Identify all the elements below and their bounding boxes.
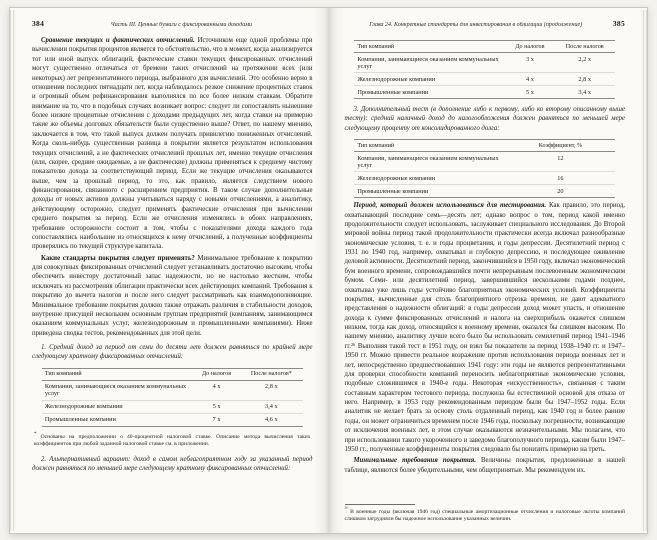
col-header-after-tax: После налогов* [240,368,303,380]
cell-company: Промышленные компании [354,185,505,198]
cell-after-tax: 2,8 х [240,380,303,400]
left-running-title: Часть III. Ценные бумаги с фиксированными доходами [110,22,253,28]
cell-after-tax: 2,8 х [554,73,615,86]
cell-company: Железнодорожные компании [354,172,505,185]
cell-company: Промышленные компании [354,86,505,99]
cell-company: Железнодорожные компании [42,400,193,413]
table-header-row [354,41,615,53]
footnote-text: Основаны на предположении о 40-процентной налоговой ставке. Описание метода вычисления таких коэффициентов при любой заданной налоговой ставке см. в приложении. [34,433,311,448]
page-right-content [329,8,648,533]
list-item-3: 3. Дополнительный тест (в дополнение либо к первому, либо ко второму описанному выше тесту): средний наличный доход до налогообложения должен равняться по меньшей мере следующему проценту от консолидированного долга: [344,106,625,132]
col-header-coefficient: Коэффициент, % [506,140,616,152]
cell-before-tax: 4 х [506,73,555,86]
cell-after-tax: 4,6 х [240,413,303,426]
section-heading-standards: Какие стандарты покрытия следует применять? [41,254,195,262]
col-header-company-type: Тип компаний [354,41,505,53]
col-header-company-type: Тип компаний [354,140,505,152]
cell-before-tax: 7 х [193,413,240,426]
poorest-year-coverage-table [354,40,615,99]
footnote-text: В военные годы (включая 1946 год) специальные амортизационные отчисления и налоговые льготы компаний слишком затрудняли бы надежное использование указанных величин. [344,508,626,523]
cell-before-tax: 5 х [506,86,555,99]
cell-company: Промышленные компании [42,413,193,426]
table-footnote-star [34,432,311,449]
table-row [354,86,615,99]
table-row [42,400,303,413]
paragraph-test-period [345,201,626,454]
table-header-row [354,140,615,152]
footnote-rule [345,504,415,505]
paragraph-minimum-requirements [345,456,626,475]
table-row [42,413,303,426]
paragraph-lead: Минимальные требования покрытия. [353,457,476,465]
list-item-2: 2. Альтернативный вариант: доход в самом неблагоприятном году за указанный период должен равняться по меньшей мере следующему кратному фиксированных отчислений: [32,455,313,473]
page-right [329,8,648,533]
table-row [354,172,615,185]
cell-company: Компании, занимающиеся оказанием коммунальных услуг [354,53,505,73]
left-page-number: 384 [32,19,45,28]
cell-after-tax: 3,4 х [240,400,303,413]
col-header-before-tax: До налогов [193,368,240,380]
cell-before-tax: 4 х [193,380,240,400]
paragraph-lead: Сравнение текущих и фактических отчислений. [41,37,195,44]
paragraph-current-vs-actual [32,36,313,252]
paragraph-text: Как правило, это период, охватывающий последние семь—десять лет; однако вопрос о том, период какой именно продолжительности следует использовать, заслуживает специального исследования. До Второй мировой войны период такой продолжительности практически всегда включал разнообразные экономические условия, т. е. и годы процветания, и годы депрессии. Десятилетний период с 1931 по 1940 год, например, охватывал и глубокую депрессию, и последующее оживление деловой активности. Десятилетний период, закончившийся в 1950 году, включал экономический бум военного времени, сопровождавшийся почти непрерывным послевоенным экономическим бумом. Семи- или десятилетний период, завершившийся несколькими годами позднее, охватывал уже лишь годы устойчиво благоприятных экономических условий. Коэффициенты покрытия, вычисленные для столь благоприятного отрезка времени, не дают адекватного представления о надежности облигаций: в годы депрессии доход может упасть, и отношение дохода к сумме фиксированных отчислений и налога на сверхприбыль окажется слишком низким, тогда как доход, относящийся к военному времени, оказался бы слишком высоким. По нашему мнению, аналитику лучше всего было бы использовать семилетний период 1941–1946 гг.²⁶ Выполняя такой тест в 1951 году, он взял бы показатели за период 1938–1940 гг. и 1947–1950 гг. Можно привести реальное возражение против использования периода военных лет и лет, непосредственно предшествовавших 1941 году: эти годы не являются репрезентативными для проверки способности компаний переносить неблагоприятные экономические условия, подобные сложившимся в 1940-е годы. Некоторая «искусственность», связанная с таким составным характером тестового периода, послужила бы естественной основой для отказа от него. Например, в 1953 году рекомендованным периодом были бы 1947–1952 годы. Если аналитик не желает брать за основу столь отдаленный период, как 1940 год и более ранние годы, он может ограничиться временем после 1946 года, поскольку погрешности, возникающие от исключения военных лет, в этом случае оказываются незначительными. Мы полагаем, что при использовании такого укороченного и заведомо благополучного периода, каким были 1947–1950 гг., полученные коэффициенты покрытия следовало бы понизить примерно на треть. [344,202,625,453]
average-coverage-table [42,368,303,427]
page-left [10,8,329,533]
running-header-left [32,19,313,28]
running-header-right [345,19,626,28]
paragraph-text: Источником еще одной проблемы при вычислении покрытия процентов является то обстоятельство, что в момент, когда анализируется тот или иной выпуск облигаций, фактические ставки текущих фиксированных отчислений могут существенно отличаться от бремени таких отчислений на протяжении всех (или некоторых) лет репрезентативного периода, выбранного для вычислений. Это особенно верно в отношении последних пятнадцати лет, когда наблюдалось резкое снижение процентных ставок и огромный объем рефинансирования выполнялся по все более низким ставкам. Обратите внимание на то, что в подобных случаях возникает вопрос: следует ли сопоставлять нынешние более низкие процентные отчисления с доходами предыдущих лет, когда ставки на примерно такие же объемы долговых обязательств были существенно выше? Ответ, по нашему мнению, заключается в том, что такой выпуск должен получать привилегию пониженных отчислений. Когда сколь-нибудь существенная разница в покрытии является результатом использования текущих отчислений, а не фактических отчислений прошлых лет, именно текущие отчисления (или, скорее, средние ожидаемые, а не фактические) должны применяться к среднему чистому показателю дохода за соответствующий период. Если же текущие отчисления оказываются выше, чем за прошлый период, то это, как правило, является следствием нового финансирования, связанного с расширением предприятия. В таком случае дополнительные доходы от новых активов должны учитываться наряду с новыми отчислениями, а аналитику, действующему осторожно, следует применять фактические отчисления при вычислении среднего покрытия за период. Если же отчисления изменялись в обоих направлениях, требование осторожности состоит в том, чтобы с показателями дохода каждого года сопоставлялись наибольшие из относящихся к нему отчислений, а полученные коэффициенты проверялись по текущей структуре капитала. [32,37,313,251]
right-page-number: 385 [612,19,625,28]
cell-company: Компании, занимающиеся оказанием коммунальных услуг [354,152,505,172]
footnote-marker: ²⁶ [344,507,348,513]
cell-after-tax: 2,2 х [554,53,615,73]
col-header-company-type: Тип компаний [42,368,193,380]
right-running-title: Глава 24. Конкретные стандарты для инвестирования в облигации (продолжение) [369,22,583,28]
cell-company: Железнодорожные компании [354,73,505,86]
table-header-row [42,368,303,380]
table-row [354,73,615,86]
paragraph-coverage-standards [32,254,313,338]
col-header-before-tax: До налогов [506,41,555,53]
list-item-1: 1. Средний доход за период от семи до десяти лет должен равняться по крайней мере следующему кратному фиксированных отчислений: [32,344,313,361]
cell-coefficient: 12 [506,152,616,172]
cell-coefficient: 16 [506,172,616,185]
footnote-text-block [345,507,626,524]
table-row [42,380,303,400]
cell-after-tax: 3,4 х [554,86,615,99]
table-row [354,152,615,172]
paragraph-lead: Период, который должен использоваться для тестирования. [353,202,547,210]
book-spread [9,7,648,534]
cell-coefficient: 20 [506,185,616,198]
cell-company: Компании, занимающиеся оказанием коммунальных услуг [42,380,193,400]
paragraph-text: Величины покрытия, предложенные в нашей таблице, являются более убедительными, чем общепринятые. Мы рекомендуем их. [344,457,625,474]
cell-before-tax: 5 х [193,400,240,413]
page-left-content [10,8,329,533]
cell-before-tax: 3 х [506,53,555,73]
paragraph-text: Минимальное требование к покрытию для совокупных фиксированных отчислений следует устанавливать достаточно высоким, чтобы обеспечить инвестору достаточный запас надежности, но не настолько жестким, чтобы исключать из рассмотрения облигации практически всех действующих компаний. Требования к покрытию до вычета налогов и после него следует рассматривать как взаимодополняющие. Минимальное требование покрытия должно также отражать различия в стабильности доходов, внутренне присущей нескольким основным группам предприятий (компаниям, занимающимся оказанием коммунальных услуг, железнодорожным и промышленными компаниями). Ниже приведена сводка тестов, рекомендованных для этой цели. [32,254,313,337]
table-row [354,53,615,73]
cash-income-table [354,139,615,198]
table-row [354,185,615,198]
footnote-marker: * [34,431,37,437]
footnote-26 [345,500,626,524]
col-header-after-tax: После налогов [554,41,615,53]
